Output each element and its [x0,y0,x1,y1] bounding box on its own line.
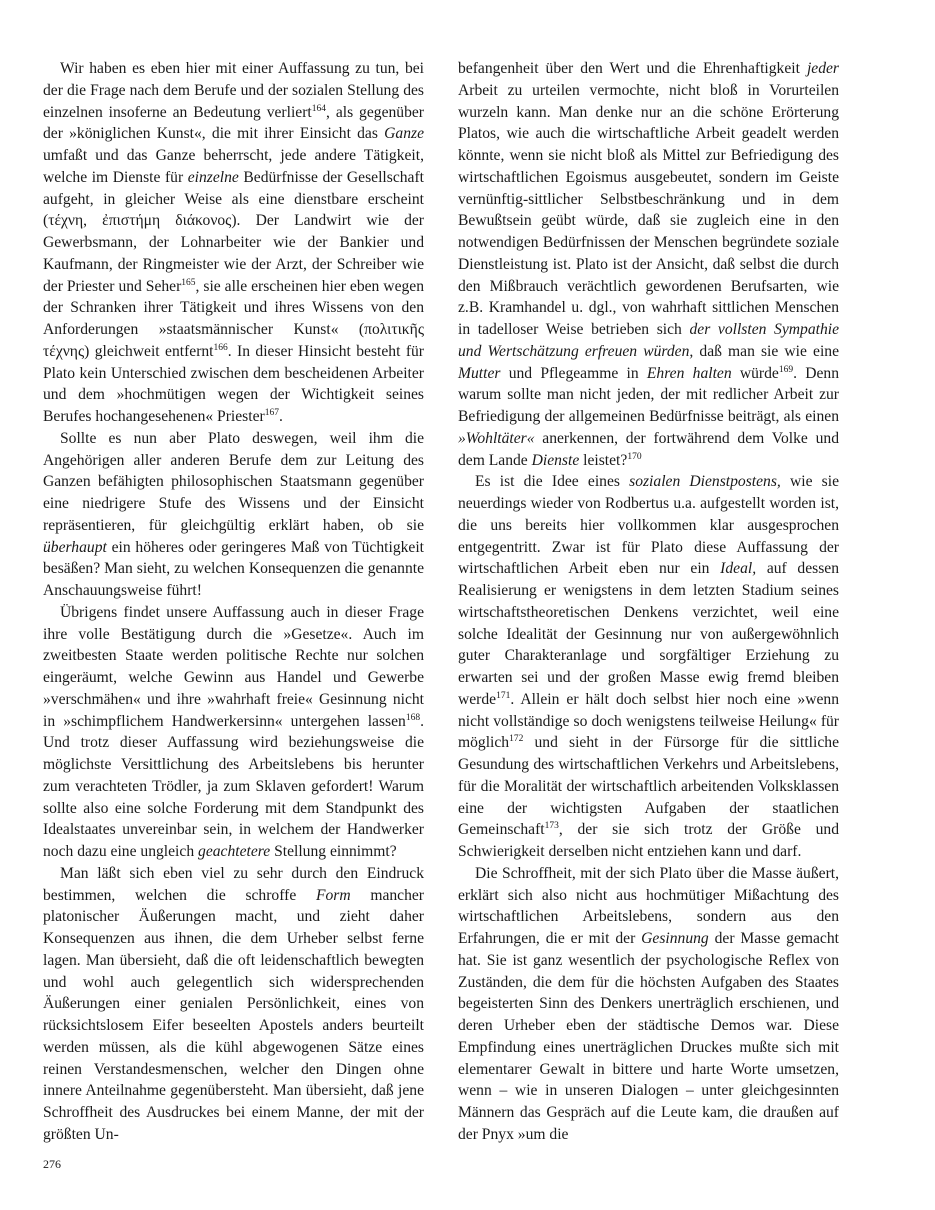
text-run: . Denn warum sollte man nicht jeden, der mit redlicher Arbeit zur Befriedigung der allgemeinen Bedürfnisse beiträgt, als einen [458,364,840,425]
text-run: mancher platonischer Äußerungen macht, und zieht daher Konsequenzen aus ihnen, die dem Urheber selbst ferne lagen. Man übersieht, daß die oft leidenschaftlich bewegten und wohl auch gelegentlich sich widersprechenden Äußerungen einer genialen Persönlichkeit, eines von rücksichtslosem Eifer beseelten Apostels anders beurteilt werden müssen, als die kühl abgewogenen Sätze eines reinen Verstandesmenschen, welcher den Dingen ohne innere Anteilnahme gegenübersteht. Man übersieht, daß jene Schroffheit des Ausdruckes bei einem Manne, der mit der größten Un- [43,886,424,1143]
text-run: . Und trotz dieser Auffassung wird beziehungsweise die möglichste Versittlichung des Arbeitslebens bis herunter zum verachteten Trödler, ja zum Sklaven gefordert! Warum sollte also eine solche Forderung mit dem Standpunkt des Idealstaates unvereinbar sein, in welchem der Handwerker noch dazu eine ungleich [43,712,424,860]
paragraph [43,863,424,1146]
emphasis: geachtetere [198,843,271,860]
footnote-ref: 164 [311,103,326,114]
text-run: . In dieser Hinsicht besteht für Plato kein Unterschied zwischen dem bescheidenen Arbeiter und dem »hochmütigen wegen der Wichtigkeit seines Berufes hochangesehenen« Priester [43,342,424,425]
text-run: umfaßt und das Ganze beherrscht, jede andere Tätigkeit, welche im Dienste für [43,147,424,186]
text-run: , als gegenüber der »königlichen Kunst«, die mit ihrer Einsicht das [43,103,425,143]
emphasis: »Wohltäter« [458,429,535,447]
emphasis: jeder [806,60,839,77]
text-run: und sieht in der Fürsorge für die sittliche Gesundung des wirtschaftlichen Verkehrs und Arbeitslebens, für die Moralität der wirtschaftlich arbeitenden Volksklassen eine der wichtigsten Aufgaben der staatlichen Gemeinschaft [458,734,839,839]
text-run: Bedürfnisse der Gesellschaft aufgeht, in gleicher Weise als eine dienstbare erscheint (τέχνη, ἐπιστήμη διάκονος). Der Landwirt wie der Gewerbsmann, der Lohnarbeiter wie der Bankier und Kaufmann, der Ringmeister wie der Arzt, der Schreiber wie der Priester und Seher [43,168,424,295]
left-column [43,58,424,1146]
text-run: Sollte es nun aber Plato deswegen, weil ihm die Angehörigen aller anderen Berufe dem zur Leitung des Ganzen befähigten philosophischen Staatsmann gegenüber eine niedrigere Stufe des Wissens und der Einsicht repräsentieren, für gleichgültig erklärt haben, ob sie [43,429,424,534]
text-run: und Pflegeamme in [500,364,647,382]
paragraph [43,602,424,863]
text-run: . [278,408,283,425]
text-run: daß man sie wie eine [693,342,839,360]
emphasis: Ganze [384,125,424,143]
paragraph [458,863,839,1146]
text-run: anerkennen, der fortwährend dem Volke und dem Lande [458,429,839,469]
text-run: Es ist die Idee eines [475,473,630,491]
right-column [458,58,839,1146]
footnote-ref: 165 [181,277,196,288]
page-number: 276 [43,1157,61,1171]
emphasis: sozialen Dienstpostens, [629,473,781,491]
footnote-ref: 173 [544,821,559,832]
emphasis: Mutter [458,364,501,382]
footnote-ref: 166 [213,342,228,353]
text-run: . Allein er hält doch selbst hier noch eine »wenn nicht vollständige so doch wenigstens teilweise Heilung« für möglich [458,690,839,752]
text-run: Arbeit zu urteilen vermochte, nicht bloß in Vorurteilen wurzeln kann. Man denke nur an die schöne Erörterung Platos, wie auch die wirtschaftliche Arbeit geadelt werden könnte, wenn sie nicht bloß als Mittel zur Befriedigung des wirtschaftlichen Egoismus ausgebeutet, sondern im Geiste vernünftig-sittlicher Selbstbeschränkung und in dem Bewußtsein geübt würde, daß sie zugleich eine in den notwendigen Bedürfnissen der Menschen begründete soziale Dienstleistung ist. Plato ist der Ansicht, daß selbst die durch den Mißbrauch verächtlich gewordenen Berufsarten, wie z.B. Kramhandel u. dgl., von wahrhaft sittlichen Menschen in tadelloser Weise betrieben sich [458,81,839,338]
emphasis: Gesinnung [641,930,709,947]
footnote-ref: 168 [405,712,421,723]
footnote-ref: 167 [264,408,279,418]
emphasis: Form [315,886,351,904]
text-run: , sie alle erscheinen hier eben wegen der Schranken ihrer Tätigkeit und ihres Wissens von den Anforderungen »staatsmännischer Kunst« (πολιτικῆς τέχνης) gleichweit entfernt [43,277,425,360]
text-run: auf dessen Realisierung er wenigstens in dem letzten Stadium seines wirtschaftstheoretischen Denkens verzichtet, weil eine solche Idealität der Gesinnung nur von außergewöhnlich guter Charakteranlage und sorgfältiger Erziehung zu erwarten sei und der großen Masse ewig fremd bleiben werde [458,560,839,708]
text-run: leistet? [579,451,628,469]
footnote-ref: 170 [627,451,642,462]
emphasis: überhaupt [43,538,107,556]
paragraph [458,58,839,471]
text-run: Man läßt sich eben viel zu sehr durch den Eindruck bestimmen, welchen die schroffe [43,864,424,904]
emphasis: der vollsten Sympathie und Wertschätzung erfreuen würden, [458,321,839,360]
paragraph [458,471,839,863]
text-run: Übrigens findet unsere Auffassung auch in dieser Frage ihre volle Bestätigung durch die »Gesetze«. Auch im zweitbesten Staate werden politische Rechte nur solchen eingeräumt, welche Gewinn aus Handel und Gewerbe »verschmähen« und ihre »wahrhaft freie« Gesinnung nicht in »schimpflichem Handwerkersinn« untergehen lassen [43,603,424,730]
text-run: der Masse gemacht hat. Sie ist ganz wesentlich der psychologische Reflex von Zuständen, die dem für die höchsten Aufgaben des Staates begeisterten Sinn des Denkers unerträglich erschienen, und deren Urheber eben der städtische Demos war. Diese Empfindung eines unerträglichen Druckes mußte sich mit elementarer Gewalt in bittere und harte Worte umsetzen, wenn – wie in unseren Dialogen – unter gleichgesinnten Männern das Gespräch auf die Leute kam, die draußen auf der Pnyx »um die [458,930,839,1143]
text-run: ein höheres oder geringeres Maß von Tüchtigkeit besäßen? Man sieht, zu welchen Konsequenzen die genannte Anschauungsweise führt! [43,538,424,599]
emphasis: Dienste [531,451,580,469]
text-run: Stellung einnimmt? [270,843,397,860]
paragraph [43,58,424,428]
emphasis: Ehren halten [646,364,732,382]
text-run: Wir haben es eben hier mit einer Auffassung zu tun, bei der die Frage nach dem Berufe und der sozialen Stellung des einzelnen insoferne an Bedeutung verliert [43,60,424,121]
footnote-ref: 169 [778,364,794,375]
emphasis: Ideal, [720,560,757,578]
text-run: befangenheit über den Wert und die Ehrenhaftigkeit [458,60,807,77]
text-run: , der sie sich trotz der Größe und Schwierigkeit derselben nicht entziehen kann und darf. [458,821,839,860]
text-run: Die Schroffheit, mit der sich Plato über die Masse äußert, erklärt sich also nicht aus hochmütiger Mißachtung des wirtschaftlichen Arbeitslebens, sondern aus den Erfahrungen, die er mit der [458,864,839,947]
text-run: wie sie neuerdings wieder von Rodbertus u.a. aufgestellt worden ist, die uns bereits hier vollkommen klar ausgesprochen entgegentritt. Zwar ist für Plato diese Auffassung der wirtschaftlichen Arbeit eben nur ein [458,473,839,578]
text-run: würde [731,364,779,382]
paragraph [43,428,424,602]
footnote-ref: 172 [509,734,524,745]
emphasis: einzelne [187,168,239,186]
footnote-ref: 171 [496,690,511,701]
